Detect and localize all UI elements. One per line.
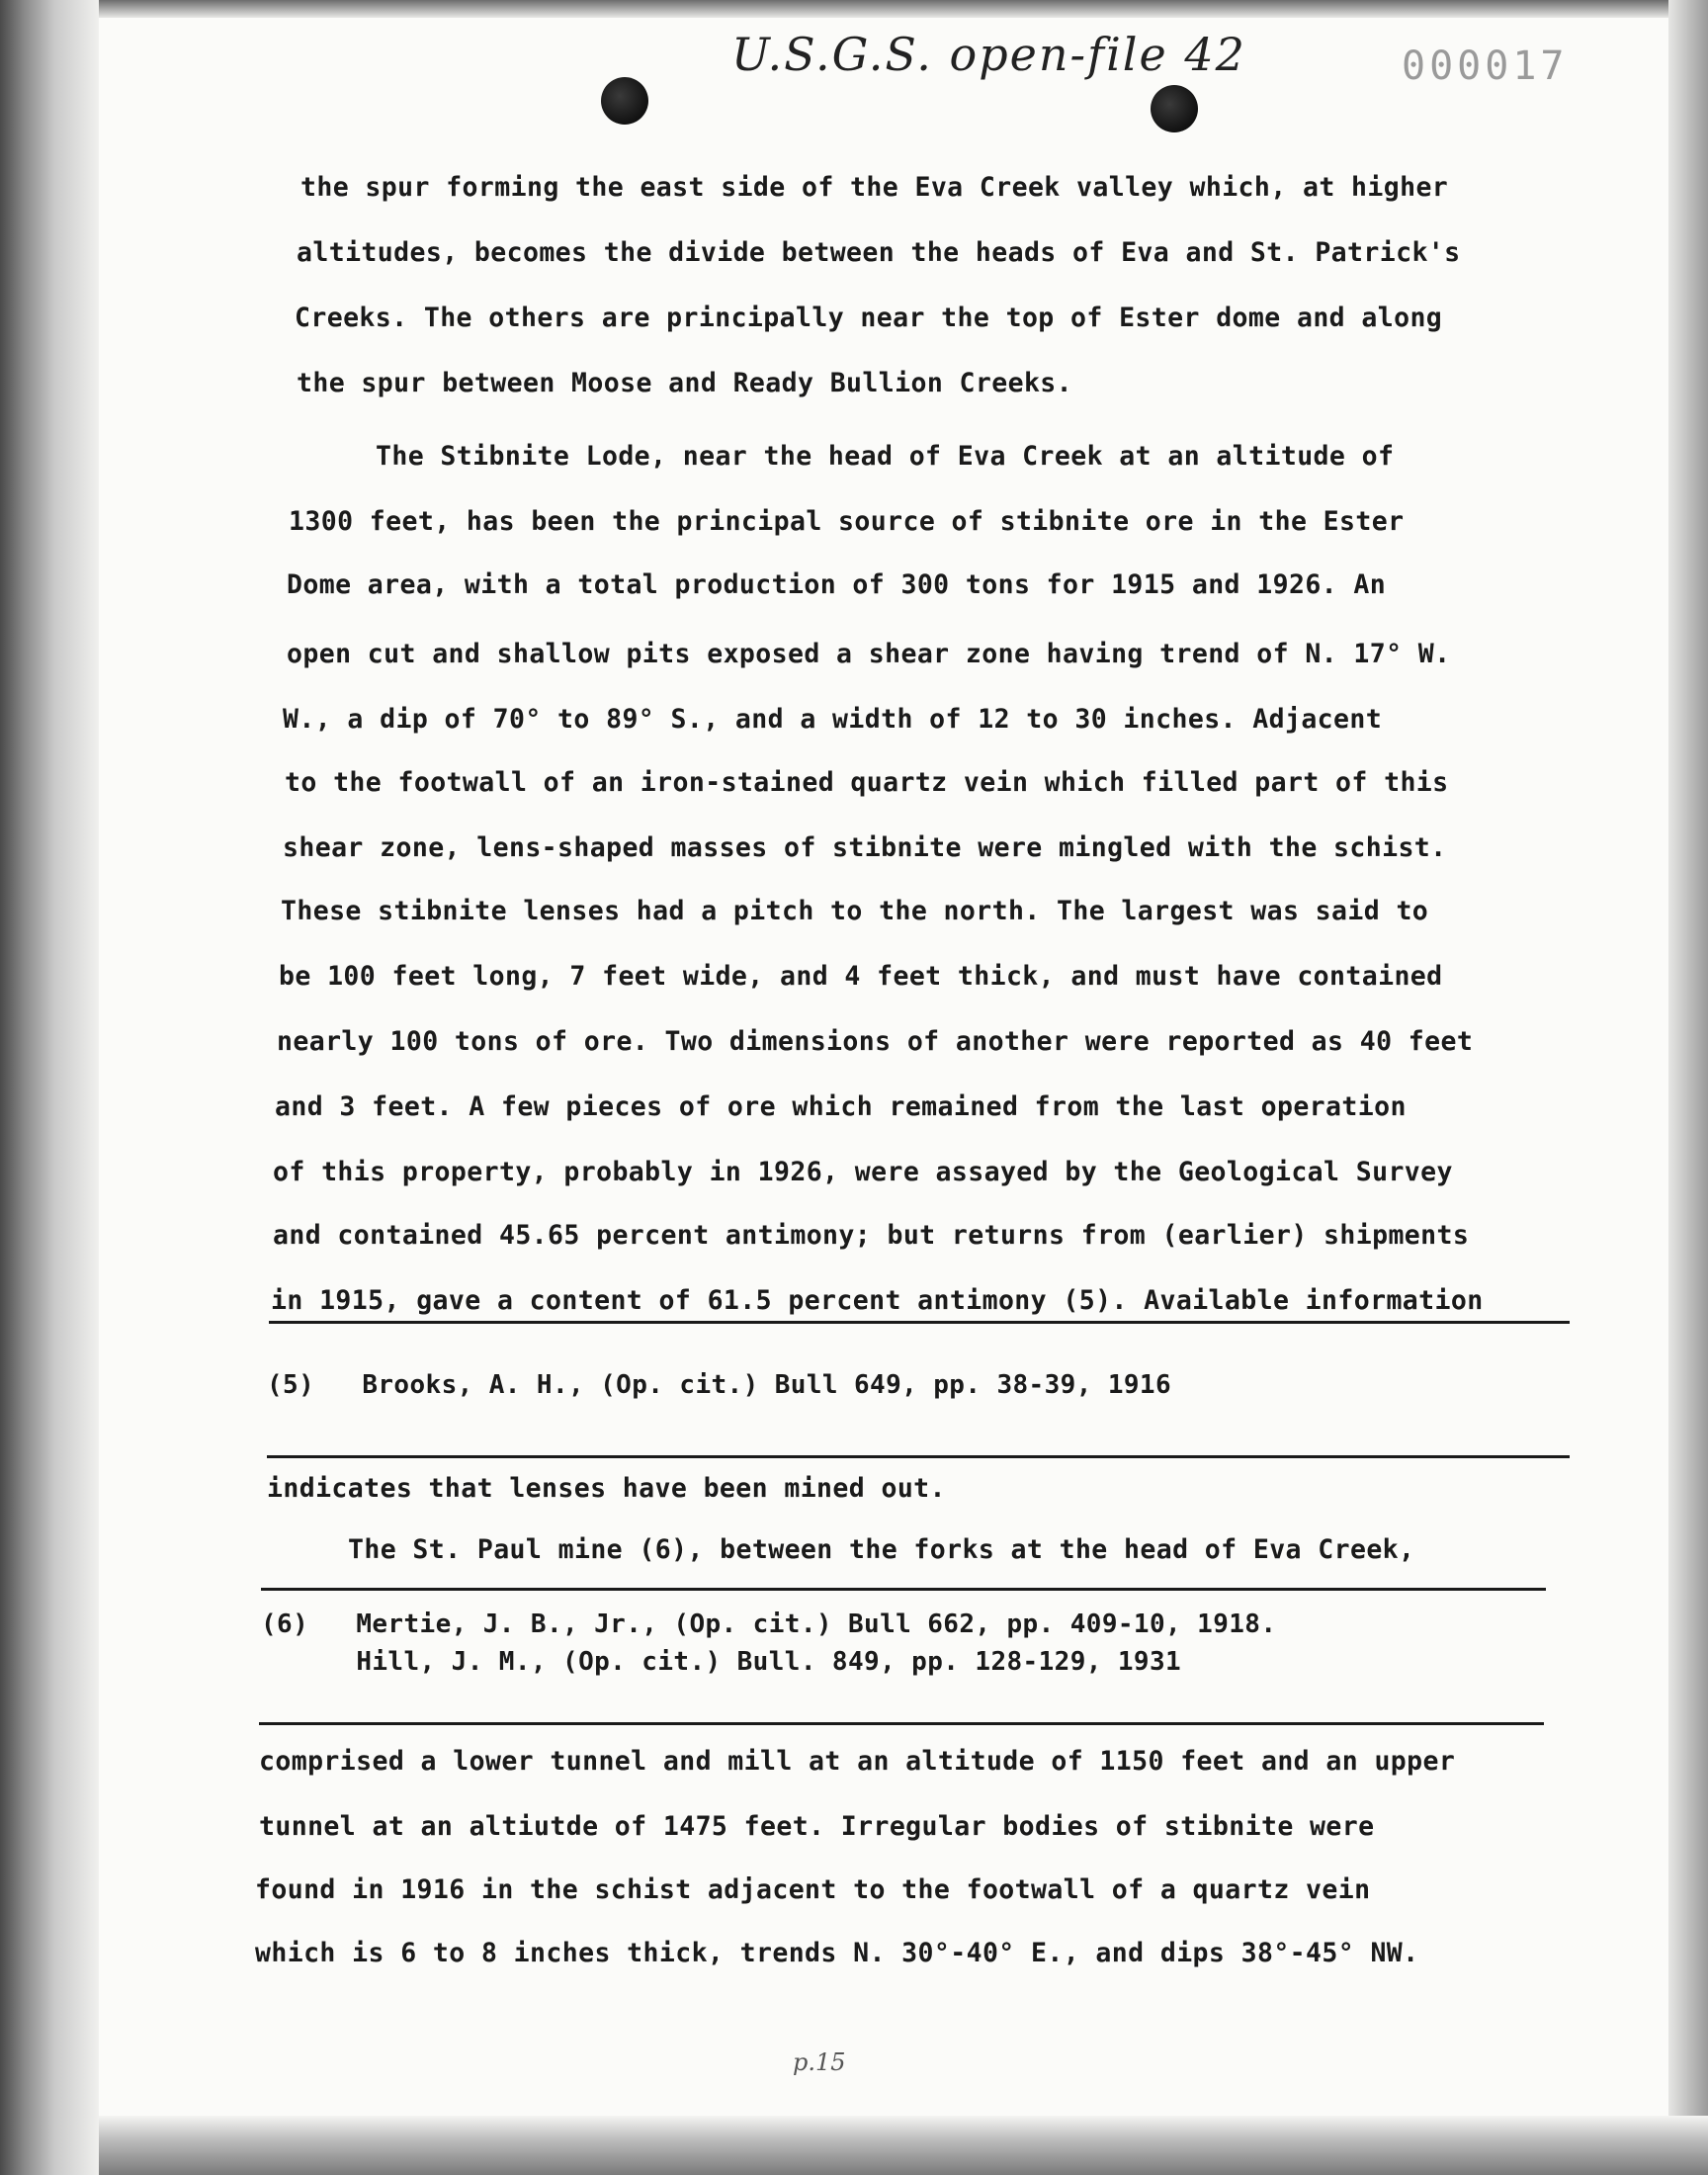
footnote-separator-top-2 [261, 1588, 1546, 1591]
footnote-separator-bottom [267, 1455, 1570, 1458]
text-line: the spur forming the east side of the Eva Creek valley which, at higher [300, 172, 1449, 203]
scan-shadow-bottom [99, 2116, 1708, 2175]
text-line: These stibnite lenses had a pitch to the north. The largest was said to [281, 896, 1429, 926]
text-line: shear zone, lens-shaped masses of stibnite were mingled with the schist. [283, 832, 1447, 863]
punch-hole-left [601, 77, 648, 125]
handwritten-header-note: U.S.G.S. open-file 42 [731, 28, 1246, 81]
text-line: The St. Paul mine (6), between the forks at the head of Eva Creek, [348, 1534, 1415, 1565]
text-line: altitudes, becomes the divide between the heads of Eva and St. Patrick's [297, 237, 1461, 268]
scan-shadow-top [99, 0, 1668, 18]
text-line: Dome area, with a total production of 300 tons for 1915 and 1926. An [287, 569, 1387, 600]
scan-shadow-left [0, 0, 99, 2175]
footnote-mertie: (6) Mertie, J. B., Jr., (Op. cit.) Bull 662, pp. 409-10, 1918. [261, 1610, 1277, 1639]
footnote-hill: Hill, J. M., (Op. cit.) Bull. 849, pp. 128-129, 1931 [261, 1647, 1182, 1677]
document-stamp-number: 000017 [1402, 44, 1569, 89]
text-line: be 100 feet long, 7 feet wide, and 4 feet thick, and must have contained [279, 961, 1443, 992]
handwritten-page-number: p.15 [793, 2048, 846, 2076]
text-line: open cut and shallow pits exposed a shear zone having trend of N. 17° W. [287, 639, 1451, 669]
footnote-brooks: (5) Brooks, A. H., (Op. cit.) Bull 649, pp. 38-39, 1916 [267, 1370, 1172, 1400]
scan-shadow-right [1668, 0, 1708, 2175]
punch-hole-right [1151, 85, 1198, 132]
text-line: the spur between Moose and Ready Bullion Creeks. [297, 368, 1073, 398]
text-line: which is 6 to 8 inches thick, trends N. 30°-40° E., and dips 38°-45° NW. [255, 1938, 1419, 1968]
text-line: found in 1916 in the schist adjacent to the footwall of a quartz vein [255, 1874, 1371, 1905]
text-line: and 3 feet. A few pieces of ore which remained from the last operation [275, 1091, 1407, 1122]
text-line: tunnel at an altiutde of 1475 feet. Irregular bodies of stibnite were [259, 1811, 1375, 1842]
footnote-separator-bottom-2 [259, 1722, 1544, 1725]
text-line: and contained 45.65 percent antimony; but returns from (earlier) shipments [273, 1220, 1470, 1251]
text-line: in 1915, gave a content of 61.5 percent antimony (5). Available information [271, 1285, 1484, 1316]
text-line: to the footwall of an iron-stained quartz vein which filled part of this [285, 767, 1449, 798]
text-line: Creeks. The others are principally near the top of Ester dome and along [295, 303, 1443, 333]
text-line: W., a dip of 70° to 89° S., and a width of 12 to 30 inches. Adjacent [283, 704, 1383, 735]
text-line: The Stibnite Lode, near the head of Eva Creek at an altitude of [376, 441, 1395, 472]
text-line: comprised a lower tunnel and mill at an altitude of 1150 feet and an upper [259, 1746, 1456, 1777]
footnote-separator-top [269, 1321, 1570, 1324]
text-line: nearly 100 tons of ore. Two dimensions of another were reported as 40 feet [277, 1026, 1474, 1057]
text-line: of this property, probably in 1926, were assayed by the Geological Survey [273, 1157, 1453, 1187]
text-line: indicates that lenses have been mined out. [267, 1473, 946, 1504]
text-line: 1300 feet, has been the principal source of stibnite ore in the Ester [289, 506, 1405, 537]
